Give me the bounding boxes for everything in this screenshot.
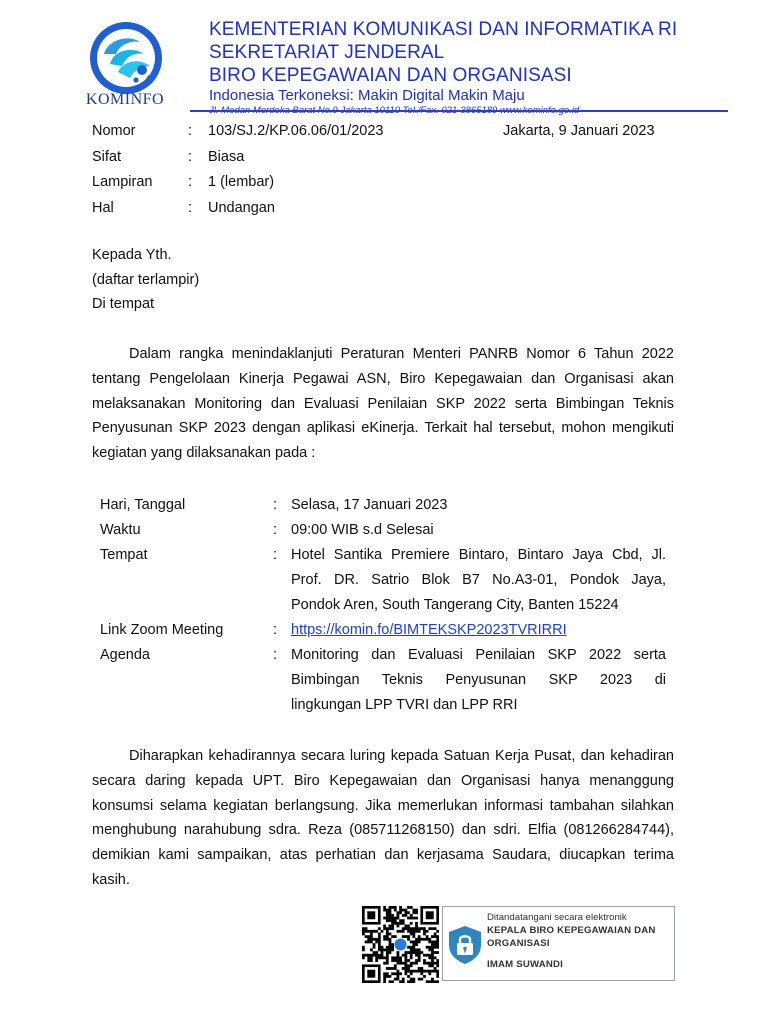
place-line: Prof. DR. Satrio Blok B7 No.A3-01, Pondok Jaya,: [291, 572, 666, 588]
signature-text: [487, 912, 670, 971]
detail-label: Agenda: [100, 647, 150, 663]
detail-value: [291, 543, 666, 618]
secretariat-name: SEKRETARIAT JENDERAL: [209, 42, 445, 63]
detail-separator: :: [273, 547, 278, 563]
detail-row-place: [100, 543, 666, 618]
detail-value: [291, 643, 666, 718]
detail-label: Waktu: [100, 522, 141, 538]
meta-separator: :: [188, 174, 193, 190]
electronic-signature-box: [442, 906, 675, 981]
detail-row-date: [100, 493, 666, 518]
detail-row-agenda: [100, 643, 666, 718]
logo-wordmark: KOMINFO: [85, 91, 165, 108]
body-paragraph-intro: Dalam rangka menindaklanjuti Peraturan Menteri PANRB Nomor 6 Tahun 2022 tentang Pengelolaan Kinerja Pegawai ASN, Biro Kepegawaian dan Organisasi akan melaksanakan Monitoring dan Evaluasi Penilaian SKP 2022 serta Bimbingan Teknis Penyusunan SKP 2023 dengan aplikasi eKinerja. Terkait hal tersebut, mohon mengikuti kegiatan yang dilaksanakan pada :: [92, 346, 674, 462]
zoom-meeting-link[interactable]: https://komin.fo/BIMTEKSKP2023TVRIRRI: [291, 622, 567, 638]
signed-electronically-note: Ditandatangani secara elektronik: [487, 912, 627, 923]
meta-value: 1 (lembar): [208, 174, 275, 190]
bureau-name: BIRO KEPEGAWAIAN DAN ORGANISASI: [209, 65, 572, 86]
letterhead: [209, 18, 677, 117]
signer-position: KEPALA BIRO KEPEGAWAIAN DAN ORGANISASI: [487, 925, 656, 949]
event-details: [100, 493, 666, 718]
detail-value: [291, 618, 666, 643]
agenda-line: Bimbingan Teknis Penyusunan SKP 2023 di: [291, 672, 666, 688]
office-address: Jl. Medan Merdeka Barat No.9 Jakarta 10110 Tel./Fax. 021-3865189 www.kominfo.go.id: [209, 105, 580, 116]
meta-key: Hal: [92, 199, 114, 216]
meta-separator: :: [188, 123, 193, 139]
meta-value: 103/SJ.2/KP.06.06/01/2023: [208, 123, 384, 139]
detail-separator: :: [273, 647, 278, 663]
body-paragraph-closing: Diharapkan kehadirannya secara luring kepada Satuan Kerja Pusat, dan kehadiran secara daring kepada UPT. Biro Kepegawaian dan Organisasi hanya menanggung konsumsi selama kegiatan berlangsung. Jika memerlukan informasi tambahan silahkan menghubung narahubung sdra. Reza (085711268150) dan sdri. Elfia (081266284744), demikian kami sampaikan, atas perhatian dan kerjasama Saudara, diucapkan terima kasih.: [92, 748, 674, 888]
detail-separator: :: [273, 622, 278, 638]
detail-label: Link Zoom Meeting: [100, 622, 224, 638]
detail-value: 09:00 WIB s.d Selesai: [291, 522, 434, 538]
meta-key: Nomor: [92, 123, 136, 139]
detail-label: Hari, Tanggal: [100, 497, 186, 513]
detail-separator: :: [273, 522, 278, 538]
tagline: Indonesia Terkoneksi: Makin Digital Makin Maju: [209, 87, 525, 104]
ministry-name: KEMENTERIAN KOMUNIKASI DAN INFORMATIKA RI: [209, 19, 678, 40]
detail-value: Selasa, 17 Januari 2023: [291, 497, 448, 513]
meta-key: Sifat: [92, 148, 122, 165]
lock-shield-icon: [447, 925, 483, 965]
detail-separator: :: [273, 497, 278, 513]
meta-separator: :: [188, 148, 193, 165]
meta-value: Undangan: [208, 199, 275, 216]
signer-name: IMAM SUWANDI: [487, 959, 563, 970]
agenda-line: lingkungan LPP TVRI dan LPP RRI: [291, 697, 518, 713]
meta-separator: :: [188, 199, 193, 216]
place-line: Hotel Santika Premiere Bintaro, Bintaro Jaya Cbd, Jl.: [291, 547, 666, 563]
qr-code: [362, 906, 439, 983]
agenda-line: Monitoring dan Evaluasi Penilaian SKP 2022 serta: [291, 647, 666, 663]
meta-value: Biasa: [208, 148, 245, 165]
meta-key: Lampiran: [92, 174, 153, 190]
letterhead-divider: [190, 110, 728, 112]
addressee-line: Di tempat: [92, 296, 155, 312]
addressee-line: Kepada Yth.: [92, 247, 172, 263]
place-line: Pondok Aren, South Tangerang City, Banten 15224: [291, 597, 619, 613]
addressee: [92, 243, 199, 317]
detail-label: Tempat: [100, 547, 148, 563]
addressee-line: (daftar terlampir): [92, 271, 200, 288]
letter-date: Jakarta, 9 Januari 2023: [503, 123, 655, 139]
detail-row-time: [100, 518, 666, 543]
detail-row-zoom: [100, 618, 666, 643]
